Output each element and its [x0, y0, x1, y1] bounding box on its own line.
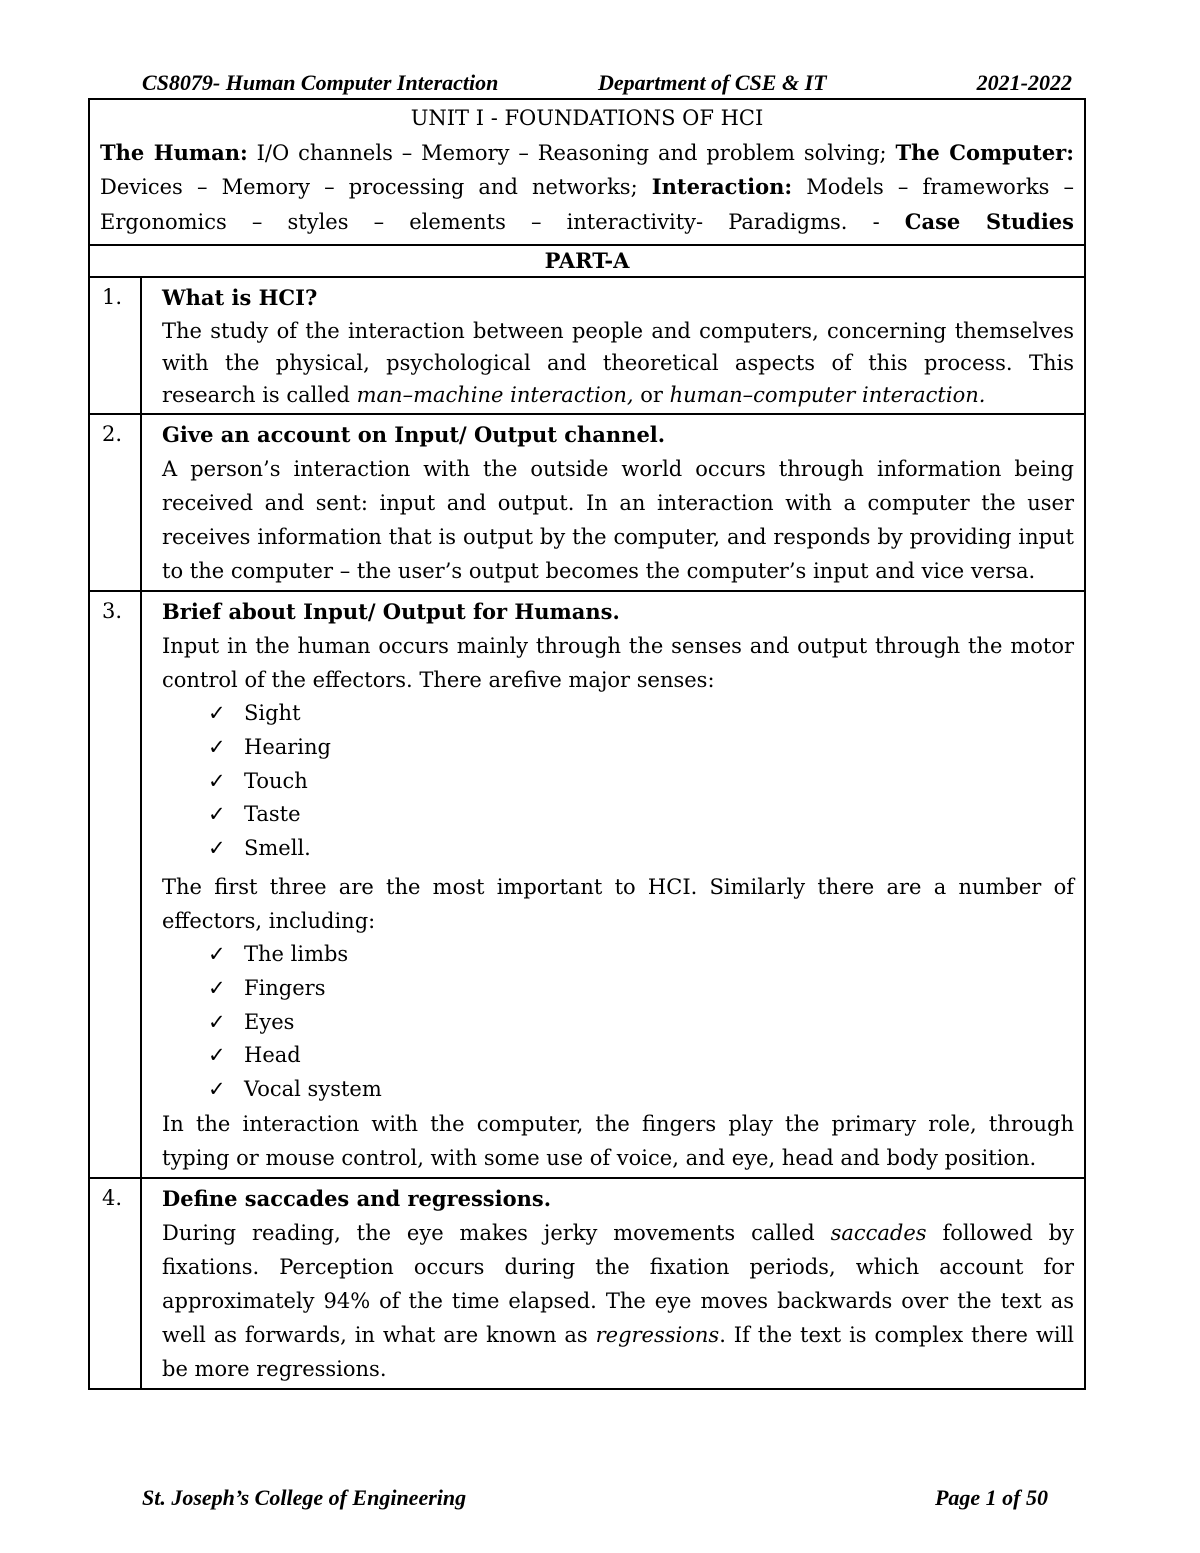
- list-item: [208, 765, 1074, 799]
- list-item-label: Taste: [244, 802, 301, 827]
- answer-middle: The first three are the most important to HCI. Similarly there are a number of effectors, including:: [162, 874, 1074, 933]
- page-number: Page 1 of 50: [934, 1485, 1048, 1510]
- list-item: [208, 972, 1074, 1006]
- answer-part: . If the text is complex there will be more regressions.: [162, 1322, 1075, 1381]
- academic-year: 2021-2022: [976, 70, 1072, 95]
- unit-row: [89, 99, 1085, 245]
- interaction-topics: Models – frameworks – Ergonomics – styles – elements – interactivity- Paradigms. -: [100, 175, 1074, 234]
- answer-part: During reading, the eye makes jerky movements called: [162, 1220, 831, 1245]
- list-item: [208, 697, 1074, 731]
- computer-topics: Devices – Memory – processing and networks;: [100, 175, 652, 199]
- list-item: [208, 832, 1074, 866]
- list-item: [208, 1073, 1074, 1107]
- checkmark-icon: ✓: [208, 802, 226, 827]
- checkmark-icon: ✓: [208, 701, 226, 725]
- answer-term: regressions: [595, 1322, 720, 1347]
- department-name: Department of CSE & IT: [598, 70, 827, 95]
- question-title: What is HCI?: [162, 285, 318, 310]
- human-topics: I/O channels – Memory – Reasoning and problem solving;: [247, 140, 896, 165]
- case-studies-label: Case Studies: [904, 208, 1074, 234]
- list-item: [208, 798, 1074, 832]
- answer-part: The study of the interaction between people and computers, concerning themselves with the physical, psychological and theoretical aspects of this process. This research is called: [162, 319, 1074, 407]
- list-item: [208, 1006, 1074, 1040]
- question-number: 3.: [89, 591, 141, 1178]
- human-label: The Human:: [100, 139, 248, 165]
- question-cell: [141, 277, 1085, 414]
- list-item: [208, 731, 1074, 765]
- question-table: [88, 98, 1086, 1390]
- list-item-label: The limbs: [244, 941, 349, 966]
- answer-intro: Input in the human occurs mainly through the senses and output through the motor control of the effectors. There arefive major senses:: [162, 634, 1074, 692]
- checkmark-icon: ✓: [208, 734, 226, 759]
- list-item-label: Fingers: [244, 975, 326, 1000]
- list-item: [208, 938, 1074, 972]
- question-row: [89, 277, 1085, 414]
- answer-text: [162, 1216, 1074, 1386]
- answer-closing: In the interaction with the computer, the fingers play the primary role, through typing or mouse control, with some use of voice, and eye, head and body position.: [162, 1111, 1074, 1170]
- answer-term: man–machine interaction,: [356, 383, 634, 407]
- list-item-label: Touch: [244, 768, 308, 793]
- answer-part: followed by fixations. Perception occurs during the fixation periods, which account for approximately 94% of the time elapsed. The eye moves backwards over the text as well as forwards, in what are known as: [162, 1220, 1074, 1347]
- page-header: [142, 70, 1072, 100]
- question-number: 2.: [89, 414, 141, 591]
- unit-syllabus: [100, 136, 1074, 240]
- unit-title: UNIT I - FOUNDATIONS OF HCI: [410, 106, 764, 130]
- list-item-label: Vocal system: [244, 1077, 382, 1102]
- checkmark-icon: ✓: [208, 1043, 226, 1068]
- question-title: Brief about Input/ Output for Humans.: [162, 599, 620, 624]
- question-number: 1.: [89, 277, 141, 414]
- list-item: [208, 1039, 1074, 1073]
- answer-text: A person’s interaction with the outside world occurs through information being received and sent: input and output. In an interaction with a computer the user receives information that is output by the computer, and responds by providing input to the computer – the user’s output becomes the computer’s input and vice versa.: [162, 457, 1074, 583]
- checkmark-icon: ✓: [208, 975, 226, 1000]
- senses-list: [162, 697, 1074, 866]
- list-item-label: Head: [244, 1043, 301, 1068]
- college-name: St. Joseph’s College of Engineering: [142, 1485, 467, 1510]
- list-item-label: Sight: [244, 701, 301, 725]
- list-item-label: Smell.: [244, 836, 311, 861]
- question-cell: [141, 414, 1085, 591]
- question-row: [89, 414, 1085, 591]
- answer-part: or: [633, 383, 670, 407]
- page-footer: [142, 1485, 1048, 1515]
- question-cell: [141, 1178, 1085, 1389]
- checkmark-icon: ✓: [208, 768, 226, 793]
- answer-term: human–computer interaction.: [669, 383, 986, 407]
- checkmark-icon: ✓: [208, 1009, 226, 1034]
- question-title: Give an account on Input/ Output channel.: [162, 422, 666, 447]
- answer-text: [162, 315, 1074, 411]
- part-label: PART-A: [89, 245, 1085, 277]
- checkmark-icon: ✓: [208, 836, 226, 861]
- checkmark-icon: ✓: [208, 1077, 226, 1102]
- question-row: [89, 591, 1085, 1178]
- list-item-label: Hearing: [244, 734, 331, 759]
- question-title: Define saccades and regressions.: [162, 1185, 552, 1211]
- checkmark-icon: ✓: [208, 941, 226, 966]
- part-row: [89, 245, 1085, 277]
- question-cell: [141, 591, 1085, 1178]
- question-number: 4.: [89, 1178, 141, 1389]
- answer-term: saccades: [830, 1220, 927, 1245]
- interaction-label: Interaction:: [651, 174, 793, 199]
- course-title: CS8079- Human Computer Interaction: [142, 70, 499, 95]
- effectors-list: [162, 938, 1074, 1107]
- list-item-label: Eyes: [244, 1009, 295, 1034]
- unit-cell: [89, 99, 1085, 245]
- question-row: [89, 1178, 1085, 1389]
- computer-label: The Computer:: [895, 139, 1075, 165]
